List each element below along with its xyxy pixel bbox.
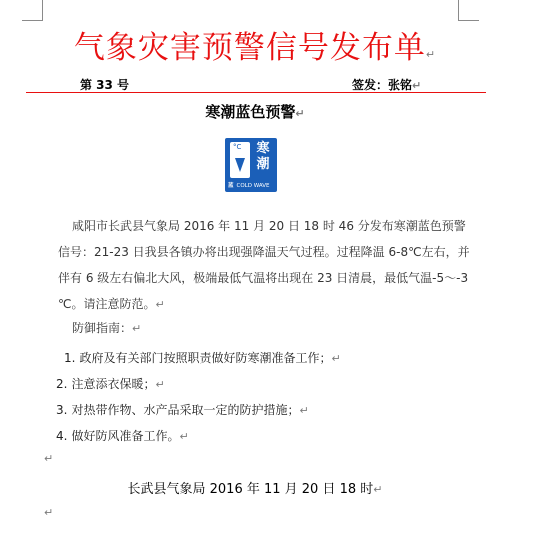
- body-line: 信号：21-23 日我县各镇办将出现强降温天气过程。过程降温 6-8℃左右，并: [58, 245, 470, 259]
- signal-caption: [228, 181, 274, 189]
- crop-mark-top-right: [458, 0, 479, 21]
- crop-mark-top-left: [22, 0, 43, 21]
- document-meta-row: [0, 76, 544, 92]
- cold-wave-blue-signal-icon: [225, 138, 277, 192]
- celsius-unit-label: °C: [233, 143, 242, 151]
- thermometer-panel: [230, 142, 250, 178]
- signer: 签发：张铭↵: [352, 78, 422, 92]
- alert-body-paragraph: [58, 213, 478, 318]
- body-line: 咸阳市长武县气象局 2016 年 11 月 20 日 18 时 46 分发布寒潮蓝色预警: [72, 219, 466, 233]
- down-arrow-icon: [235, 158, 245, 172]
- footer-signature: 长武县气象局 2016 年 11 月 20 日 18 时↵: [127, 482, 383, 497]
- signal-chinese-label: 寒潮: [256, 141, 270, 172]
- list-item: 4. 做好防风准备工作。↵: [56, 429, 189, 443]
- body-line: ℃。请注意防范。↵: [58, 297, 165, 311]
- signal-color-label: 蓝: [228, 183, 234, 189]
- empty-paragraph-mark: ↵: [44, 452, 54, 465]
- issue-number: 第 33 号: [80, 78, 130, 92]
- list-item: 2. 注意添衣保暖；↵: [56, 377, 165, 391]
- body-line: 伴有 6 级左右偏北大风，极端最低气温将出现在 23 日清晨，最低气温-5～-3: [58, 271, 469, 285]
- empty-paragraph-mark: ↵: [44, 506, 54, 519]
- defense-guide-list: [56, 345, 341, 449]
- list-item: 1. 政府及有关部门按照职责做好防寒潮准备工作；↵: [64, 351, 341, 365]
- defense-guide-title: 防御指南：↵: [72, 321, 142, 335]
- list-item: 3. 对热带作物、水产品采取一定的防护措施；↵: [56, 403, 309, 417]
- red-separator-line: [26, 92, 486, 93]
- signal-english-label: COLD WAVE: [236, 183, 270, 189]
- document-title: 气象灾害预警信号发布单↵: [73, 30, 437, 66]
- alert-title: 寒潮蓝色预警↵: [205, 103, 305, 121]
